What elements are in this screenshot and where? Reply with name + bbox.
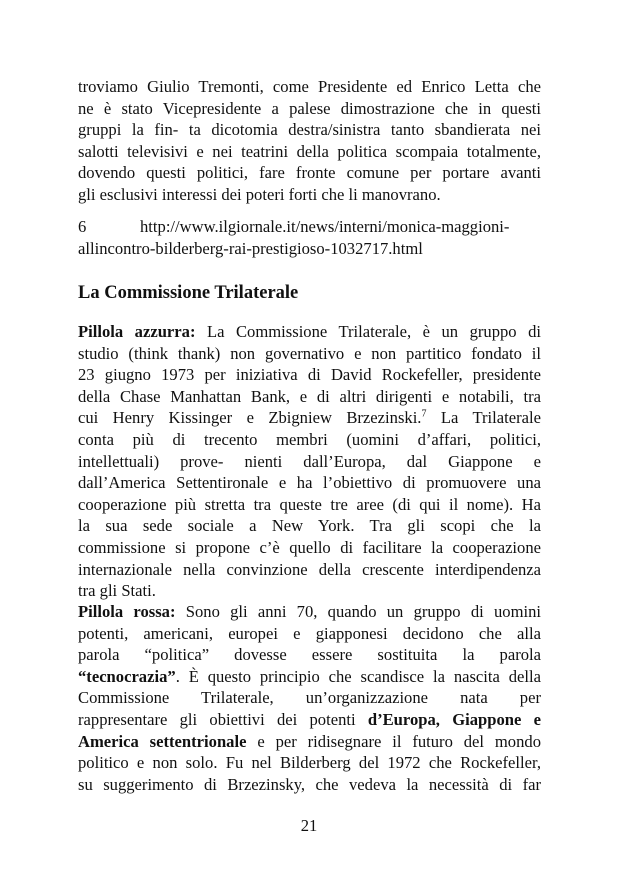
text-line: studio (think thank) non governativo e non partitico fondato il xyxy=(78,343,541,363)
footnote-number: 6 xyxy=(78,217,87,236)
text-line: dall’America Settentironale e ha l’obiettivo di promuovere una xyxy=(78,473,541,493)
intro-paragraph xyxy=(78,76,541,206)
text-line: troviamo Giulio Tremonti, come Presidente ed Enrico Letta che xyxy=(78,77,541,96)
text-line: gli esclusivi interessi dei poteri forti che li manovrano. xyxy=(78,184,441,204)
text-line: su suggerimento di Brzezinsky, che vedeva la necessità di far xyxy=(78,774,541,794)
pillola-azzurra-paragraph xyxy=(78,321,541,602)
text-line: dovendo questi politici, fare fronte comune per portare avanti xyxy=(78,163,541,183)
text-line: potenti, americani, europei e giapponesi decidono che alla xyxy=(78,623,541,643)
pillola-azzurra-label: Pillola azzurra: xyxy=(78,322,196,341)
text-line: rappresentare gli obiettivi dei potenti d’Europa, Giappone e xyxy=(78,709,541,729)
footnote xyxy=(78,216,541,259)
text-line: salotti televisivi e nei teatrini della politica scompaia totalmente, xyxy=(78,141,541,161)
text-line: Pillola rossa: Sono gli anni 70, quando un gruppo di uomini xyxy=(78,602,541,621)
text-line: tra gli Stati. xyxy=(78,581,156,601)
pillola-rossa-paragraph xyxy=(78,601,541,795)
footnote-url-part1: http://www.ilgiornale.it/news/interni/monica-maggioni- xyxy=(140,217,510,236)
text-line: parola “politica” dovesse essere sostituita la parola xyxy=(78,645,541,665)
text-line: America settentrionale e per ridisegnare il futuro del mondo xyxy=(78,731,541,751)
footnote-url-part2: allincontro-bilderberg-rai-prestigioso-1032717.html xyxy=(78,238,423,258)
text-line: Commissione Trilaterale, un’organizzazione nata per xyxy=(78,688,541,708)
text-line: “tecnocrazia”. È questo principio che scandisce la nascita della xyxy=(78,666,541,686)
section-heading: La Commissione Trilaterale xyxy=(78,283,299,303)
text-line: internazionale nella convinzione della crescente interdipendenza xyxy=(78,559,541,579)
text-line: ne è stato Vicepresidente a palese dimostrazione che in questi xyxy=(78,98,541,118)
pillola-rossa-label: Pillola rossa: xyxy=(78,602,176,621)
text-line: la sua sede sociale a New York. Tra gli scopi che la xyxy=(78,516,541,536)
text-line: cui Henry Kissinger e Zbigniew Brzezinski.$^7$ La Trilaterale xyxy=(78,408,541,428)
text-line: commissione si propone c’è quello di facilitare la cooperazione xyxy=(78,537,541,557)
text-line: 23 giugno 1973 per iniziativa di David Rockefeller, presidente xyxy=(78,365,541,385)
text-line: gruppi la fin- ta dicotomia destra/sinistra tanto sbandierata nei xyxy=(78,120,541,140)
text-line: della Chase Manhattan Bank, e di altri dirigenti e notabili, tra xyxy=(78,386,541,406)
text-line: cooperazione più stretta tra queste tre aree (di qui il nome). Ha xyxy=(78,494,541,514)
footnote-reference: 7 xyxy=(421,408,427,420)
text-line: conta più di trecento membri (uomini d’affari, politici, xyxy=(78,429,541,449)
text-line: politico e non solo. Fu nel Bilderberg del 1972 che Rockefeller, xyxy=(78,753,541,773)
text-line: Pillola azzurra: La Commissione Trilaterale, è un gruppo di xyxy=(78,322,541,341)
page-number: 21 xyxy=(300,816,318,835)
footnote-line xyxy=(78,216,541,238)
text-line: intellettuali) prove- nienti dall’Europa, dal Giappone e xyxy=(78,451,541,471)
